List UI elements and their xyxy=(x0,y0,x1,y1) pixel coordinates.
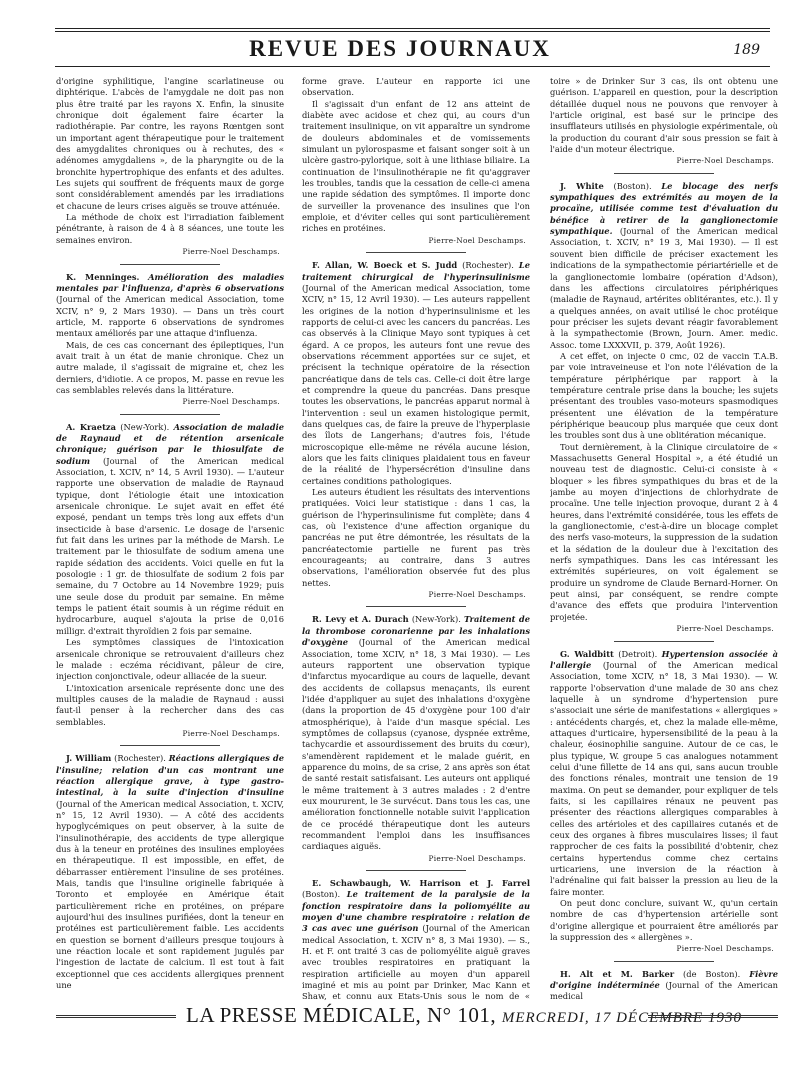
abstract-author: H. Alt et M. Barker xyxy=(560,968,675,979)
footer-rule xyxy=(648,1015,778,1018)
abstract-entry xyxy=(56,422,284,638)
abstract-place: (Rochester). xyxy=(114,753,166,764)
page-number: 189 xyxy=(733,42,760,58)
journal-name: LA PRESSE MÉDICALE, N° 101, xyxy=(186,1003,497,1027)
abstract-title: Le traitement de la paralysie de la fonction respiratoire dans la poliomyélite au moyen d'une chambre respiratoire : relation de 3 cas avec une guérison xyxy=(302,889,530,934)
abstract-title: Le traitement chirurgical de l'hyperinsulinisme xyxy=(302,260,530,282)
abstract-place: (Boston). xyxy=(302,889,341,900)
abstract-place: (Rochester). xyxy=(462,260,514,271)
header-rule xyxy=(55,28,770,29)
author-signature: Pierre-Noel Deschamps. xyxy=(182,728,280,738)
divider xyxy=(120,414,220,415)
paragraph: forme grave. L'auteur en rapporte ici une observation. xyxy=(302,76,530,98)
abstract-text: (Journal of the American medical Association, t. XCIV, n° 14, 5 Avril 1930). — L'auteur rapporte une observation de maladie de Raynaud typique, dont l'étiologie était une intoxication arsenicale chronique. Le sujet avait en effet été exposé, pendant un temps très long aux effets d'un insecticide à base d'arsenic. Le dosage de l'arsenic fut fait dans les urines par la méthode de Marsh. Le traitement par le thiosulfate de sodium amena une rapide sédation des accidents. Voici quelle en fut la posologie : 1 gr. de thiosulfate de sodium 2 fois par semaine, du 7 Octobre au 14 Novembre 1929; puis une seule dose du produit par semaine. En même temps le patient était soumis à un régime réduit en hydrocarbure, auquel s'ajouta la prise de 0,016 milligr. d'extrait thyroïdien 2 fois par semaine. xyxy=(56,455,284,636)
page-title: REVUE DES JOURNAUX xyxy=(249,36,551,61)
abstract-entry xyxy=(302,614,530,852)
abstract-title: Hypertension associée à l'allergie xyxy=(550,648,778,670)
abstract-entry xyxy=(550,969,778,1003)
abstract-title: Association de maladie de Raynaud et de rétention arsenicale chronique; guérison par le thiosulfate de sodium xyxy=(56,421,284,466)
abstract-entry xyxy=(302,260,530,487)
header-rule xyxy=(55,31,770,32)
abstract-text: (Journal of the American medical Association, t. XCIV, n° 15, 12 Avril 1930). — A côté des accidents hypoglycémiques on peut observer, à la suite de l'insulinothérapie, des accidents de type allergique dus à la teneur en protéines des insulines employées en thérapeutique. Il est impossible, en effet, de débarrasser entièrement l'insuline de ses protéines. Mais, tandis que l'insuline originelle fabriquée à Toronto et employée en Amérique était particulièrement riche en protéines, on prépare aujourd'hui des insulines purifiées, dont la teneur en protéines est particulièrement faible. Les accidents en question se bornent d'ailleurs presque toujours à une réaction locale et sont rapidement jugulés par l'ingestion de lactate de calcium. Il est tout à fait exceptionnel que ces accidents allergiques prennent une xyxy=(56,798,284,991)
abstract-place: (de Boston). xyxy=(683,968,741,979)
abstract-place: (New-York). xyxy=(120,421,170,432)
abstract-title: Le blocage des nerfs sympathiques des extrémités au moyen de la procaïne, utilisée comme test d'évaluation du bénéfice à retirer de la ganglionectomie sympathique. xyxy=(550,180,778,237)
abstract-text: (Journal of the American medical Association, tome XCIV, n° 18, 3 Mai 1930). — Les auteurs rapportent une observation typique d'infarctus myocardique au cours de laquelle, devant des accidents de collapsus menaçants, ils eurent l'idée d'appliquer au sujet des inhalations d'oxygène (dans la proportion de 45 d'oxygène pour 100 d'air atmosphérique), à l'aide d'un masque spécial. Les symptômes de collapsus (cyanose, dyspnée extrême, tachycardie et assourdissement des bruits du cœur), s'amendèrent rapidement et le malade guérit, en apparence du moins, de sa crise, 2 ans après son état de santé restait satisfaisant. Les auteurs ont appliqué le même traitement à 3 autres malades : 2 d'entre eux moururent, le 3e survécut. Dans tous les cas, une amélioration fonctionnelle notable suivit l'application de ce procédé thérapeutique dont les auteurs recommandent l'emploi dans les insuffisances cardiaques aiguës. xyxy=(302,637,530,852)
paragraph: Il s'agissait d'un enfant de 12 ans atteint de diabète avec acidose et chez qui, au cours d'un traitement insulinique, on vit apparaître un syndrome de douleurs abdominales et de vomissements simulant un pylorospasme et faisant songer soit à un ulcère gastro-pylorique, soit à une lithiase biliaire. La continuation de l'insulinothérapie ne fit qu'aggraver les troubles, tandis que la cessation de celle-ci amena une rapide sédation des symptômes. Il importe donc de surveiller la provenance des insulines que l'on emploie, et d'éviter celles qui sont particulièrement riches en protéines. xyxy=(302,98,530,234)
paragraph: Les auteurs étudient les résultats des interventions pratiquées. Voici leur statistique : dans 1 cas, la guérison de l'hyperinsulinisme fut complète; dans 4 cas, où l'existence d'une affection organique du pancréas ne put être démontrée, les résultats de la pancréatectomie partielle ne furent pas très encourageants; au contraire, dans 3 autres observations, l'amélioration observée fut des plus nettes. xyxy=(302,487,530,588)
abstract-entry xyxy=(56,753,284,991)
paragraph: La méthode de choix est l'irradiation faiblement pénétrante, à raison de 4 à 8 séances, une toute les semaines environ. xyxy=(56,212,284,245)
column-right xyxy=(550,76,778,1004)
paragraph: d'origine syphilitique, l'angine scarlatineuse ou diphtérique. L'abcès de l'amygdale ne doit pas non plus être traité par les rayons X. Enfin, la sinusite chronique doit également faire écarter la radiothérapie. Par contre, les rayons Rœntgen sont un important agent thérapeutique pour le traitement des amygdalites chroniques ou à rechutes, des « adénomes amygdaliens », de la pharyngite ou de la bronchite hypertrophique des enfants et des adultes. Les sujets qui souffrent de fréquents maux de gorge sont considérablement amendés par les irradiations et chacune de leurs crises aiguës se trouve atténuée. xyxy=(56,76,284,211)
abstract-author: E. Schawbaugh, W. Harrison et J. Farrel xyxy=(312,878,530,889)
abstract-text: (Journal of the American medical Association, t. XCIV n° 8, 3 Mai 1930). — S., H. et F. ont traité 3 cas de poliomyélite aiguë graves avec troubles respiratoires en pratiquant la respiration artificielle au moyen d'un appareil imaginé et mis au point par Drinker, Mac Kann et Shaw, et connu aux Etats-Unis sous le nom de « xyxy=(302,923,530,1002)
abstract-author: J. William xyxy=(66,753,112,764)
abstract-author: R. Levy et A. Durach xyxy=(312,614,409,625)
divider xyxy=(614,961,714,962)
abstract-place: (New-York). xyxy=(411,614,461,625)
paragraph: L'intoxication arsenicale représente donc une des multiples causes de la maladie de Raynaud : aussi faut-il penser à la rechercher dans des cas semblables. xyxy=(56,682,284,727)
column-left xyxy=(56,76,284,1004)
paragraph: A cet effet, on injecte 0 cmc, 02 de vaccin T.A.B. par voie intraveineuse et l'on note l'élévation de la température périphérique par rapport à la température centrale prise dans la bouche; les sujets présentant des troubles vaso-moteurs spasmodiques présentent une élévation de la température périphérique beaucoup plus marquée que ceux dont les troubles sont dus à une oblitération mécanique. xyxy=(550,350,778,441)
column-middle xyxy=(302,76,530,1004)
abstract-title: Réactions allergiques de l'insuline; relation d'un cas montrant une réaction allergique grave, à type gastro-intestinal, à la suite d'injection d'insuline xyxy=(56,753,284,798)
author-signature: Pierre-Noel Deschamps. xyxy=(428,853,526,863)
divider xyxy=(120,745,220,746)
abstract-text: (Journal of the American medical Association, tome XCIV, n° 9, 2 Mars 1930). — Dans un très court article, M. rapporte 6 observations de syndromes mentaux améliorés par une attaque d'influenza. xyxy=(56,294,284,339)
abstract-entry xyxy=(302,878,530,1004)
author-signature: Pierre-Noel Deschamps. xyxy=(182,397,280,407)
abstract-text: (Journal of the American medical Association, tome XCIV, n° 18, 3 Mai 1930). — W. rapporte l'observation d'une malade de 30 ans chez laquelle à un syndrome d'hypertension pure s'associait une série de manifestations « allergiques » : antécédents chargés, et, chez la malade elle-même, attaques d'urticaire, hypersensibilité de la peau à la chaleur, éosinophilie sanguine. Autour de ce cas, le plus typique, W. groupe 5 cas analogues notamment celui d'une fillette de 14 ans qui, sans aucun trouble des fonctions rénales, montrait une tension de 19 maxima. On peut se demander, pour expliquer de tels faits, si les capillaires rénaux ne peuvent pas présenter des réactions allergiques comparables à celles des artérioles et des capillaires cutanés et de ceux des organes à fibres musculaires lisses; il faut rapprocher de ces faits la possibilité d'obtenir, chez certains hypertendus comme chez certains urticariens, une inversion de la réaction à l'adrénaline qui fait baisser la pression au lieu de la faire monter. xyxy=(550,659,778,897)
author-signature: Pierre-Noel Deschamps. xyxy=(676,156,774,166)
author-signature: Pierre-Noel Deschamps. xyxy=(182,247,280,257)
abstract-author: F. Allan, W. Boeck et S. Judd xyxy=(312,260,458,271)
paragraph: toire » de Drinker Sur 3 cas, ils ont obtenu une guérison. L'appareil en question, pour la description détaillée duquel nous ne pouvons que renvoyer à l'article original, est basé sur le principe des insufflateurs utilisés en physiologie expérimentale, où la production du courant d'air sous pression se fait à l'aide d'un moteur électrique. xyxy=(550,76,778,155)
abstract-author: J. White xyxy=(560,180,604,191)
divider xyxy=(614,641,714,642)
author-signature: Pierre-Noel Deschamps. xyxy=(676,624,774,634)
author-signature: Pierre-Noel Deschamps. xyxy=(428,235,526,245)
issue-date: MERCREDI, 17 DÉCEMBRE 1930 xyxy=(501,1010,742,1026)
abstract-author: K. Menninges. xyxy=(66,271,140,282)
abstract-entry xyxy=(550,649,778,899)
author-signature: Pierre-Noel Deschamps. xyxy=(428,590,526,600)
abstract-title: Amélioration des maladies mentales par l'influenza, d'après 6 observations xyxy=(56,271,284,293)
paragraph: On peut donc conclure, suivant W., qu'un certain nombre de cas d'hypertension artérielle sont d'origine allergique et pourraient être améliorés par la suppression des « allergènes ». xyxy=(550,898,778,943)
abstract-entry xyxy=(550,181,778,351)
paragraph: Mais, de ces cas concernant des épileptiques, l'un avait trait à un état de manie chronique. Chez un autre malade, il s'agissait de migraine et, chez les derniers, d'idiotie. A ce propos, M. passe en revue les cas semblables relevés dans la littérature. xyxy=(56,339,284,395)
abstract-text: (Journal of the American medical xyxy=(550,980,778,1002)
divider xyxy=(366,870,466,871)
header-underline xyxy=(55,66,770,67)
abstract-place: (Detroit). xyxy=(618,648,658,659)
divider xyxy=(120,264,220,265)
page-footer xyxy=(56,1003,778,1029)
divider xyxy=(366,606,466,607)
divider xyxy=(366,252,466,253)
divider xyxy=(614,173,714,174)
paragraph: Tout dernièrement, à la Clinique circulatoire de « Massachusetts General Hospital », a été étudié un nouveau test de diagnostic. Celui-ci consiste à « bloquer » les fibres sympathiques du bras et de la jambe au moyen d'injections de chlorhydrate de procaïne. Une telle injection provoque, durant 2 à 4 heures, dans l'extrémité considérée, tous les effets de la ganglionectomie, c'est-à-dire un blocage complet des nerfs vaso-moteurs, la suppression de la sudation et la sédation de la douleur due à l'excitation des nerfs sympathiques. Dans les cas intéressant les extrémités supérieures, on voit également se produire un syndrome de Claude Bernard-Horner. On peut ainsi, par conséquent, se rendre compte d'avance des effets que produira l'intervention projetée. xyxy=(550,441,778,622)
abstract-text: (Journal of the American medical Association, t. XCIV, n° 19 3, Mai 1930). — Il est souvent bien difficile de préciser exactement les indications de la sympathectomie périartérielle et de la ganglionectomie lombaire (opération d'Adson), dans les affections circulatoires périphériques (maladie de Raynaud, artérites oblitérantes, etc.). Il y a quelques années, on avait utilisé le choc protéique pour préciser les sujets devant réagir favorablement à la sympathectomie (Brown, Journ. Amer. medic. Assoc. tome LXXXVII, p. 379, Août 1926). xyxy=(550,226,778,350)
abstract-entry xyxy=(56,272,284,340)
abstract-author: G. Waldbitt xyxy=(560,648,614,659)
abstract-title: Traitement de la thrombose coronarienne par les inhalations d'oxygène xyxy=(302,614,530,648)
abstract-text: (Journal of the American medical Association, tome XCIV, n° 15, 12 Avril 1930). — Les auteurs rappellent les origines de la notion d'hyperinsulinisme et les rapports de celui-ci avec les cancers du pancréas. Les cas observés à la Clinique Mayo sont typiques à cet égard. A ce propos, les auteurs font une revue des observations récemment apportées sur ce sujet, et précisent la technique opératoire de la résection pancréatique dans de tels cas. Celle-ci doit être large et comprendre la queue du pancréas. Dans presque toutes les observations, le pancréas apparut normal à l'intervention : seul un examen histologique permit, dans quelques cas, de faire la preuve de l'hyperplasie des îlots de Langerhans; d'autres fois, l'étude microscopique elle-même ne révéla aucune lésion, alors que les faits cliniques plaidaient tous en faveur de la réalité de l'hypersécrétion d'insuline dans certaines conditions pathologiques. xyxy=(302,282,530,486)
abstract-author: A. Kraetza xyxy=(66,421,116,432)
abstract-place: (Boston). xyxy=(613,180,652,191)
abstract-title: Fièvre d'origine indéterminée xyxy=(550,968,778,991)
paragraph: Les symptômes classiques de l'intoxication arsenicale chronique se retrouvaient d'ailleurs chez le malade : eczéma récidivant, pâleur de cire, injection conjonctivale, odeur alliacée de la sueur. xyxy=(56,637,284,682)
footer-rule xyxy=(56,1015,176,1018)
article-columns xyxy=(56,76,780,1004)
author-signature: Pierre-Noel Deschamps. xyxy=(676,944,774,954)
